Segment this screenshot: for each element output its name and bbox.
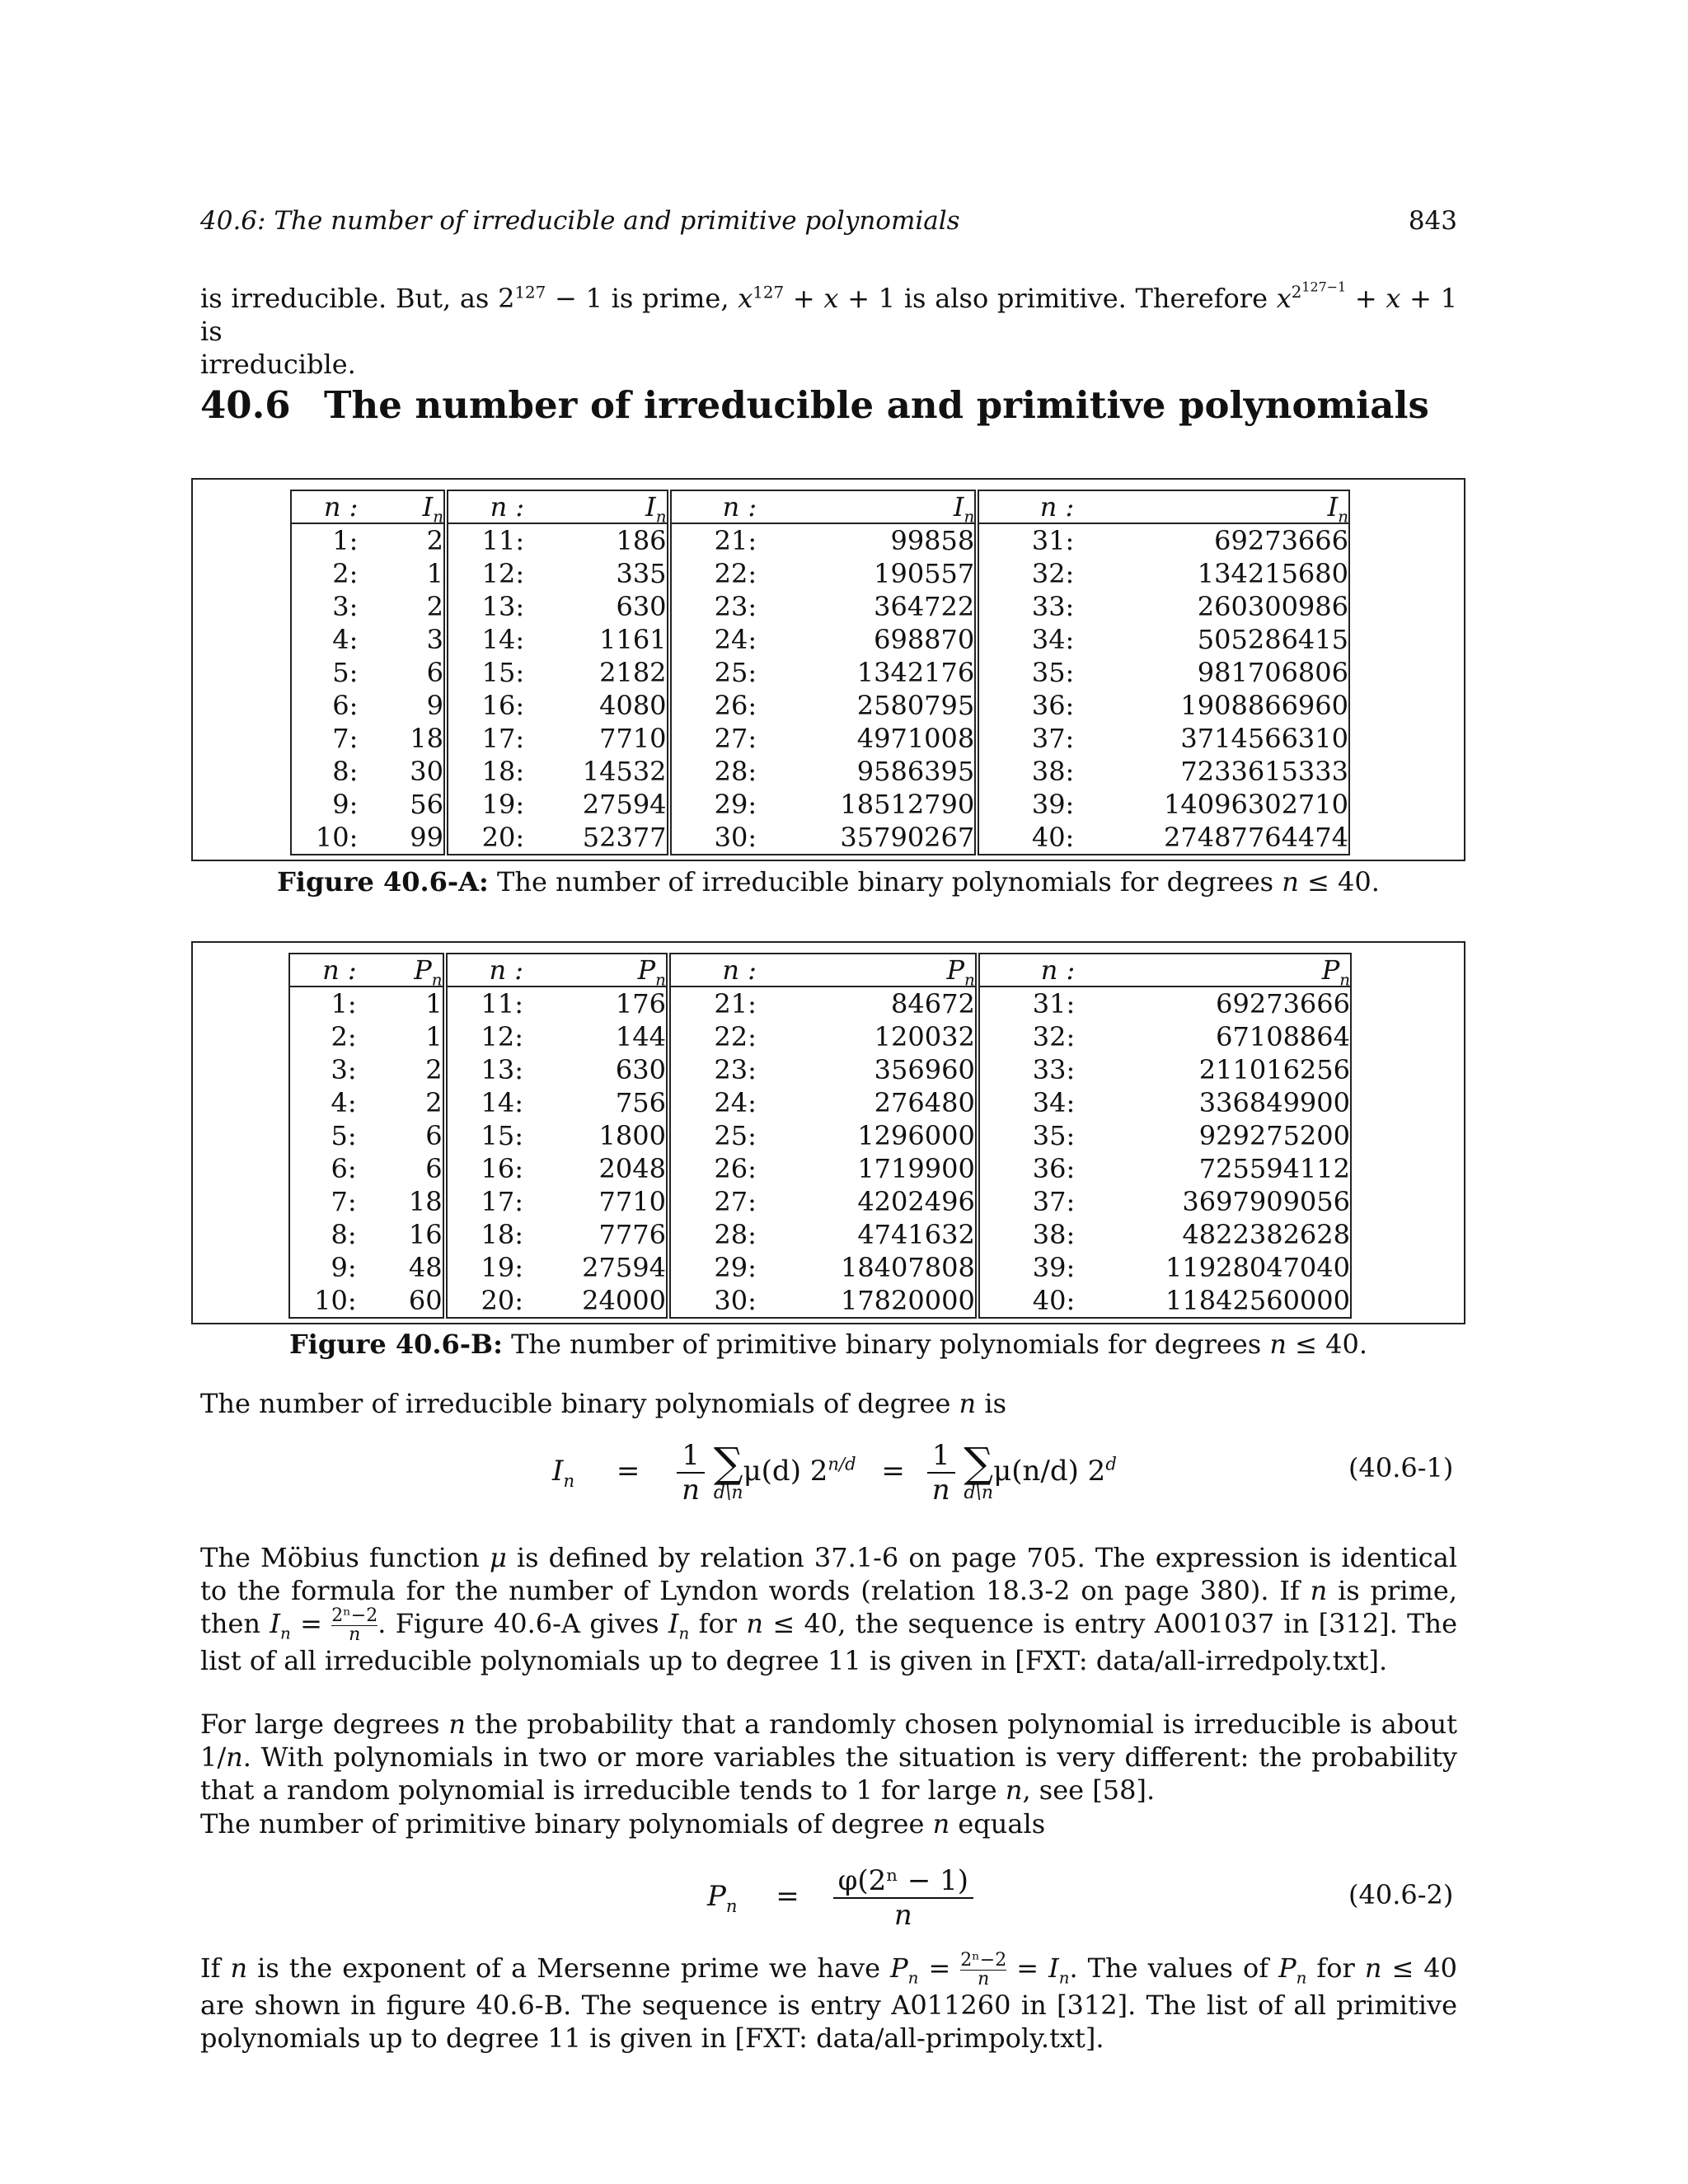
count-cell: 2: [426, 525, 443, 556]
figure-a-table: [290, 490, 1350, 855]
count-cell: 725594112: [1075, 1152, 1351, 1185]
degree-cell: 29:: [668, 1251, 757, 1284]
table-row: [289, 1152, 1351, 1185]
column-header-value: $P_n$: [357, 954, 445, 987]
count-cell: 929275200: [1075, 1119, 1351, 1152]
column-header-n: n :: [669, 490, 757, 523]
degree-cell: 33:: [978, 1053, 1075, 1086]
degree-cell: 34:: [977, 623, 1074, 656]
count-cell: 120032: [874, 1021, 975, 1052]
section-heading: [200, 383, 1457, 427]
count-cell: 18512790: [840, 789, 975, 820]
degree-cell: 5:: [291, 656, 358, 689]
degree-cell: 18:: [445, 1218, 523, 1251]
count-cell: 99: [358, 821, 446, 855]
degree-cell: 8:: [291, 755, 358, 788]
degree-cell: 15:: [446, 656, 524, 689]
degree-cell: 34:: [978, 1086, 1075, 1119]
degree-cell: 25:: [669, 656, 757, 689]
count-cell: 176: [615, 988, 666, 1019]
table-row: [291, 788, 1349, 821]
degree-cell: 32:: [978, 1020, 1075, 1053]
column-header-value: $P_n$: [1075, 954, 1351, 987]
count-cell: 6: [426, 657, 443, 688]
degree-cell: 9:: [291, 788, 358, 821]
count-cell: 67108864: [1075, 1020, 1351, 1053]
paragraph-primitive-count: The number of primitive binary polynomials of degree n equals: [200, 1808, 1046, 1840]
count-cell: 24000: [523, 1284, 668, 1318]
equation-40-6-2: $P_n$ = $\frac{\text{φ(2ⁿ − 1)}}{n}$: [707, 1864, 973, 1932]
degree-cell: 6:: [291, 689, 358, 722]
page-number: 843: [1408, 206, 1457, 236]
table-row: [289, 1119, 1351, 1152]
table-row: [291, 755, 1349, 788]
degree-cell: 40:: [978, 1284, 1075, 1318]
degree-cell: 26:: [669, 689, 757, 722]
degree-cell: 4:: [289, 1086, 357, 1119]
count-cell: 27594: [582, 789, 667, 820]
degree-cell: 5:: [289, 1119, 357, 1152]
count-cell: 630: [616, 591, 667, 622]
degree-cell: 20:: [446, 821, 524, 855]
table-row: [291, 623, 1349, 656]
degree-cell: 37:: [978, 1185, 1075, 1218]
column-header-value: $P_n$: [523, 954, 668, 987]
table-row: [289, 1251, 1351, 1284]
degree-cell: 24:: [668, 1086, 757, 1119]
table-row: [291, 821, 1349, 855]
count-cell: 7710: [598, 1186, 666, 1217]
degree-cell: 38:: [977, 755, 1074, 788]
count-cell: 336849900: [1075, 1086, 1351, 1119]
count-cell: 144: [615, 1021, 666, 1052]
degree-cell: 27:: [668, 1185, 757, 1218]
count-cell: 4822382628: [1075, 1218, 1351, 1251]
count-cell: 9: [426, 690, 443, 721]
degree-cell: 38:: [978, 1218, 1075, 1251]
count-cell: 134215680: [1074, 557, 1349, 590]
count-cell: 364722: [874, 591, 975, 622]
count-cell: 6: [425, 1153, 443, 1184]
count-cell: 260300986: [1074, 590, 1349, 623]
count-cell: 27487764474: [1074, 821, 1349, 855]
intro-paragraph: is irreducible. But, as $2^{127} - 1$ is prime, $x^{127} + x + 1$ is also primitive. Therefore $x^{2^{127-1}} + x + 1$ is irreducible.: [200, 279, 1458, 380]
count-cell: 27594: [582, 1252, 666, 1283]
paragraph-irreducible-count: The number of irreducible binary polynomials of degree n is: [200, 1388, 1006, 1419]
degree-cell: 1:: [289, 987, 357, 1020]
degree-cell: 13:: [446, 590, 524, 623]
table-row: [289, 1185, 1351, 1218]
degree-cell: 36:: [978, 1152, 1075, 1185]
count-cell: 1719900: [857, 1153, 975, 1184]
table-row: [289, 1284, 1351, 1318]
column-header-n: n :: [445, 954, 523, 987]
degree-cell: 28:: [669, 755, 757, 788]
degree-cell: 17:: [446, 722, 524, 755]
column-header-value: $I_n$: [757, 490, 977, 523]
count-cell: 14532: [582, 756, 667, 787]
count-cell: 4971008: [856, 723, 975, 754]
count-cell: 756: [615, 1087, 666, 1118]
count-cell: 3697909056: [1075, 1185, 1351, 1218]
equation-number-1: (40.6-1): [1348, 1452, 1454, 1483]
table-row: [289, 1086, 1351, 1119]
column-header-value: $I_n$: [358, 490, 446, 523]
count-cell: 981706806: [1074, 656, 1349, 689]
count-cell: 14096302710: [1074, 788, 1349, 821]
count-cell: 2: [425, 1087, 443, 1118]
count-cell: 48: [408, 1252, 443, 1283]
count-cell: 7233615333: [1074, 755, 1349, 788]
count-cell: 3: [426, 624, 443, 655]
column-header-n: n :: [446, 490, 524, 523]
count-cell: 1: [426, 558, 443, 589]
paragraph-probability: For large degrees n the probability that a randomly chosen polynomial is irreducible is about 1/n. With polynomials in two or more variables the situation is very different: the probability that a random polynomial is irreducible tends to 1 for large n, see [58].: [200, 1708, 1458, 1806]
degree-cell: 2:: [289, 1020, 357, 1053]
count-cell: 30: [410, 756, 443, 787]
degree-cell: 37:: [977, 722, 1074, 755]
table-row: [289, 1218, 1351, 1251]
degree-cell: 4:: [291, 623, 358, 656]
count-cell: 2: [426, 591, 443, 622]
degree-cell: 19:: [445, 1251, 523, 1284]
table-row: [291, 557, 1349, 590]
count-cell: 2048: [598, 1153, 666, 1184]
degree-cell: 30:: [668, 1284, 757, 1318]
count-cell: 17820000: [757, 1284, 978, 1318]
degree-cell: 32:: [977, 557, 1074, 590]
count-cell: 335: [616, 558, 667, 589]
degree-cell: 39:: [978, 1251, 1075, 1284]
degree-cell: 25:: [668, 1119, 757, 1152]
degree-cell: 35:: [978, 1119, 1075, 1152]
count-cell: 11842560000: [1075, 1284, 1351, 1318]
paragraph-mersenne: If n is the exponent of a Mersenne prime we have $P_n$ = $\frac{\text{2ⁿ−2}}{n} = I_n$. The values of $P_n$ for n ≤ 40 are shown in figure 40.6-B. The sequence is entry A011260 in [312]. The list of all primitive polynomials up to degree 11 is given in [FXT: data/all-primpoly.txt].: [200, 1950, 1457, 2054]
degree-cell: 16:: [445, 1152, 523, 1185]
degree-cell: 9:: [289, 1251, 357, 1284]
degree-cell: 21:: [669, 523, 757, 557]
section-number: 40.6: [200, 383, 291, 427]
degree-cell: 10:: [289, 1284, 357, 1318]
degree-cell: 24:: [669, 623, 757, 656]
count-cell: 7710: [599, 723, 667, 754]
count-cell: 18: [408, 1186, 443, 1217]
table-row: [291, 656, 1349, 689]
degree-cell: 23:: [669, 590, 757, 623]
table-row: [291, 722, 1349, 755]
figure-a-caption: Figure 40.6-A: The number of irreducible binary polynomials for degrees n ≤ 40.: [277, 866, 1380, 898]
degree-cell: 12:: [446, 557, 524, 590]
count-cell: 190557: [874, 558, 975, 589]
column-header-n: n :: [978, 954, 1075, 987]
table-row: [291, 590, 1349, 623]
table-row: [291, 523, 1349, 557]
figure-b-caption: Figure 40.6-B: The number of primitive binary polynomials for degrees n ≤ 40.: [288, 1329, 1368, 1360]
degree-cell: 10:: [291, 821, 358, 855]
degree-cell: 14:: [445, 1086, 523, 1119]
degree-cell: 7:: [289, 1185, 357, 1218]
column-header-n: n :: [291, 490, 358, 523]
count-cell: 1: [425, 988, 443, 1019]
section-title: The number of irreducible and primitive polynomials: [324, 383, 1429, 427]
table-row: [289, 1020, 1351, 1053]
degree-cell: 13:: [445, 1053, 523, 1086]
paragraph-mobius: The Möbius function μ is defined by relation 37.1-6 on page 705. The expression is identical to the formula for the number of Lyndon words (relation 18.3-2 on page 380). If n is prime, then $I_n$ = $\frac{\text{2ⁿ−2}}{n}$. Figure 40.6-A gives $I_n$ for n ≤ 40, the sequence is entry A001037 in [312]. The list of all irreducible polynomials up to degree 11 is given in [FXT: data/all-irredpoly.txt].: [200, 1542, 1458, 1676]
count-cell: 356960: [874, 1054, 975, 1085]
degree-cell: 19:: [446, 788, 524, 821]
degree-cell: 6:: [289, 1152, 357, 1185]
degree-cell: 26:: [668, 1152, 757, 1185]
count-cell: 16: [408, 1219, 443, 1250]
table-row: [291, 689, 1349, 722]
degree-cell: 17:: [445, 1185, 523, 1218]
degree-cell: 18:: [446, 755, 524, 788]
degree-cell: 35:: [977, 656, 1074, 689]
count-cell: 4741632: [857, 1219, 975, 1250]
count-cell: 35790267: [757, 821, 977, 855]
degree-cell: 33:: [977, 590, 1074, 623]
figure-b-table: [288, 953, 1352, 1319]
running-title: 40.6: The number of irreducible and primitive polynomials: [200, 206, 960, 236]
count-cell: 2: [425, 1054, 443, 1085]
degree-cell: 3:: [289, 1053, 357, 1086]
degree-cell: 40:: [977, 821, 1074, 855]
count-cell: 69273666: [1075, 987, 1351, 1020]
degree-cell: 14:: [446, 623, 524, 656]
table-row: [289, 1053, 1351, 1086]
count-cell: 52377: [524, 821, 668, 855]
count-cell: 505286415: [1074, 623, 1349, 656]
table-row: [289, 987, 1351, 1020]
degree-cell: 7:: [291, 722, 358, 755]
count-cell: 1: [425, 1021, 443, 1052]
count-cell: 84672: [891, 988, 975, 1019]
degree-cell: 12:: [445, 1020, 523, 1053]
count-cell: 11928047040: [1075, 1251, 1351, 1284]
degree-cell: 22:: [668, 1020, 757, 1053]
degree-cell: 1:: [291, 523, 358, 557]
degree-cell: 28:: [668, 1218, 757, 1251]
count-cell: 56: [410, 789, 443, 820]
count-cell: 1342176: [856, 657, 975, 688]
degree-cell: 29:: [669, 788, 757, 821]
degree-cell: 11:: [445, 987, 523, 1020]
degree-cell: 39:: [977, 788, 1074, 821]
degree-cell: 8:: [289, 1218, 357, 1251]
column-header-n: n :: [668, 954, 757, 987]
count-cell: 186: [616, 525, 667, 556]
count-cell: 18407808: [840, 1252, 975, 1283]
count-cell: 276480: [874, 1087, 975, 1118]
count-cell: 1800: [598, 1120, 666, 1151]
degree-cell: 20:: [445, 1284, 523, 1318]
degree-cell: 21:: [668, 987, 757, 1020]
count-cell: 1296000: [857, 1120, 975, 1151]
count-cell: 9586395: [856, 756, 975, 787]
count-cell: 1908866960: [1074, 689, 1349, 722]
count-cell: 698870: [874, 624, 975, 655]
running-head: [200, 206, 1457, 236]
count-cell: 99858: [890, 525, 975, 556]
degree-cell: 2:: [291, 557, 358, 590]
degree-cell: 30:: [669, 821, 757, 855]
count-cell: 69273666: [1074, 523, 1349, 557]
degree-cell: 36:: [977, 689, 1074, 722]
degree-cell: 31:: [977, 523, 1074, 557]
count-cell: 211016256: [1075, 1053, 1351, 1086]
degree-cell: 16:: [446, 689, 524, 722]
count-cell: 60: [357, 1284, 445, 1318]
degree-cell: 22:: [669, 557, 757, 590]
equation-number-2: (40.6-2): [1348, 1879, 1454, 1910]
column-header-n: n :: [289, 954, 357, 987]
degree-cell: 23:: [668, 1053, 757, 1086]
equation-40-6-1: $I_n$ = $\frac{1}{n}$ ∑ d\n μ(d) $2^{n/d}$ = $\frac{1}{n}$ ∑ d\n μ(n/d) 2$^d$: [552, 1438, 1117, 1507]
degree-cell: 27:: [669, 722, 757, 755]
count-cell: 4080: [599, 690, 667, 721]
degree-cell: 11:: [446, 523, 524, 557]
count-cell: 630: [615, 1054, 666, 1085]
degree-cell: 3:: [291, 590, 358, 623]
degree-cell: 31:: [978, 987, 1075, 1020]
column-header-value: $I_n$: [524, 490, 668, 523]
count-cell: 4202496: [857, 1186, 975, 1217]
count-cell: 2182: [599, 657, 667, 688]
count-cell: 18: [410, 723, 443, 754]
degree-cell: 15:: [445, 1119, 523, 1152]
count-cell: 3714566310: [1074, 722, 1349, 755]
count-cell: 1161: [599, 624, 667, 655]
count-cell: 2580795: [856, 690, 975, 721]
column-header-value: $P_n$: [757, 954, 978, 987]
count-cell: 7776: [598, 1219, 666, 1250]
count-cell: 6: [425, 1120, 443, 1151]
column-header-value: $I_n$: [1074, 490, 1349, 523]
column-header-n: n :: [977, 490, 1074, 523]
